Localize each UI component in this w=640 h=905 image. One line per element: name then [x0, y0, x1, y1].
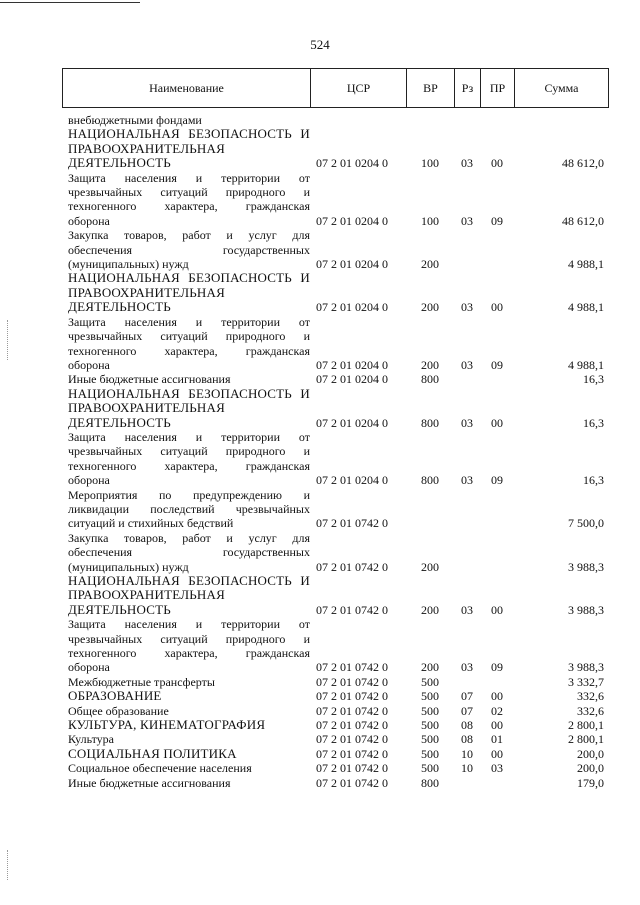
row-csr: 07 2 01 0204 0: [316, 473, 388, 488]
row-name-line: оборона: [68, 213, 110, 228]
scan-margin-mark: [7, 850, 10, 880]
row-name-line: техногенного характера, гражданская: [68, 199, 310, 214]
row-name: [62, 574, 310, 617]
row-name: [62, 617, 310, 675]
row-sum: 48 612,0: [562, 213, 604, 228]
row-csr: 07 2 01 0742 0: [316, 732, 388, 747]
page-number: 524: [310, 37, 330, 52]
row-csr: 07 2 01 0204 0: [316, 357, 388, 372]
row-sum: 7 500,0: [568, 516, 604, 531]
row-pr: [480, 113, 514, 127]
row-name-line: Иные бюджетные ассигнования: [68, 372, 231, 387]
row-csr: 07 2 01 0742 0: [316, 559, 388, 574]
row-rz: 03: [461, 357, 473, 372]
row-csr: 07 2 01 0204 0: [316, 300, 388, 315]
table-row: [62, 430, 608, 488]
row-vr: [406, 488, 454, 531]
row-sum: 200,0: [577, 746, 604, 761]
row-rz: [454, 531, 480, 574]
row-sum: 3 988,3: [568, 559, 604, 574]
row-rz: 07: [461, 703, 473, 718]
row-sum: [514, 113, 608, 127]
row-name-line: НАЦИОНАЛЬНАЯ БЕЗОПАСНОСТЬ И: [68, 126, 310, 142]
row-vr: 800: [421, 775, 439, 790]
row-rz: [454, 776, 480, 790]
row-name-line: ликвидации последствий чрезвычайных: [68, 501, 310, 516]
row-pr: 00: [491, 415, 503, 430]
row-pr: 00: [491, 689, 503, 704]
table-row: [62, 761, 608, 775]
row-name-line: обеспечения государственных: [68, 545, 310, 560]
row-name-line: чрезвычайных ситуаций природного и: [68, 444, 310, 459]
row-vr: 100: [421, 213, 439, 228]
row-vr: 200: [421, 300, 439, 315]
row-csr: [310, 113, 406, 127]
row-vr: 800: [421, 473, 439, 488]
row-csr: 07 2 01 0204 0: [316, 415, 388, 430]
row-name: [62, 675, 310, 689]
row-rz: 03: [461, 213, 473, 228]
row-pr: 00: [491, 718, 503, 733]
header-pr: ПР: [481, 69, 515, 108]
header-vr: ВР: [407, 69, 455, 108]
table-row: [62, 732, 608, 746]
row-csr: 07 2 01 0742 0: [316, 602, 388, 617]
row-name-line: ДЕЯТЕЛЬНОСТЬ: [68, 601, 171, 617]
row-rz: [454, 228, 480, 271]
table-row: [62, 372, 608, 386]
row-csr: 07 2 01 0204 0: [316, 257, 388, 272]
row-name: [62, 776, 310, 790]
row-csr: 07 2 01 0742 0: [316, 746, 388, 761]
row-vr: 200: [421, 357, 439, 372]
row-vr: 500: [421, 703, 439, 718]
row-csr: 07 2 01 0742 0: [316, 660, 388, 675]
row-name: [62, 704, 310, 718]
row-sum: 3 332,7: [568, 674, 604, 689]
row-pr: 03: [491, 761, 503, 776]
row-sum: 4 988,1: [568, 300, 604, 315]
row-name-line: оборона: [68, 473, 110, 488]
row-name-line: Защита населения и территории от: [68, 314, 310, 329]
row-name: [62, 531, 310, 574]
row-name-line: НАЦИОНАЛЬНАЯ БЕЗОПАСНОСТЬ И: [68, 385, 310, 401]
row-vr: 500: [421, 674, 439, 689]
table-row: [62, 718, 608, 732]
row-name-line: Закупка товаров, работ и услуг для: [68, 530, 310, 545]
row-name: [62, 488, 310, 531]
row-name-line: техногенного характера, гражданская: [68, 458, 310, 473]
row-name: [62, 315, 310, 373]
header-name: Наименование: [63, 69, 311, 108]
row-sum: 332,6: [577, 689, 604, 704]
row-sum: 179,0: [577, 775, 604, 790]
row-rz: 03: [461, 473, 473, 488]
row-rz: 08: [461, 718, 473, 733]
row-vr: 100: [421, 156, 439, 171]
row-csr: 07 2 01 0742 0: [316, 775, 388, 790]
row-vr: 200: [421, 660, 439, 675]
row-pr: [480, 372, 514, 386]
row-rz: 03: [461, 156, 473, 171]
row-pr: [480, 776, 514, 790]
row-name: [62, 228, 310, 271]
row-rz: [454, 675, 480, 689]
table-row: [62, 776, 608, 790]
row-name-line: ситуаций и стихийных бедствий: [68, 516, 234, 531]
row-pr: 01: [491, 732, 503, 747]
row-csr: 07 2 01 0742 0: [316, 703, 388, 718]
row-pr: [480, 675, 514, 689]
row-vr: 500: [421, 689, 439, 704]
table-row: [62, 531, 608, 574]
table-row: [62, 617, 608, 675]
row-sum: 2 800,1: [568, 718, 604, 733]
row-name-line: Закупка товаров, работ и услуг для: [68, 228, 310, 243]
row-name: [62, 387, 310, 430]
row-pr: 02: [491, 703, 503, 718]
row-rz: 08: [461, 732, 473, 747]
row-name-line: ПРАВООХРАНИТЕЛЬНАЯ: [68, 140, 225, 156]
row-csr: 07 2 01 0742 0: [316, 516, 388, 531]
row-name-line: Иные бюджетные ассигнования: [68, 775, 231, 790]
row-name-line: ДЕЯТЕЛЬНОСТЬ: [68, 414, 171, 430]
row-pr: 00: [491, 746, 503, 761]
row-name-line: Защита населения и территории от: [68, 617, 310, 632]
table-row: [62, 488, 608, 531]
top-rule: [0, 2, 140, 3]
header-csr: ЦСР: [311, 69, 407, 108]
row-name-line: обеспечения государственных: [68, 242, 310, 257]
table-row: [62, 315, 608, 373]
row-pr: 09: [491, 473, 503, 488]
scan-margin-mark: [7, 320, 10, 360]
row-pr: 00: [491, 602, 503, 617]
table-row: [62, 271, 608, 314]
row-sum: 2 800,1: [568, 732, 604, 747]
row-name: [62, 127, 310, 170]
table-row: [62, 689, 608, 703]
row-rz: 03: [461, 660, 473, 675]
row-pr: 00: [491, 156, 503, 171]
row-vr: 200: [421, 559, 439, 574]
row-csr: 07 2 01 0742 0: [316, 689, 388, 704]
row-sum: 4 988,1: [568, 357, 604, 372]
row-csr: 07 2 01 0204 0: [316, 372, 388, 387]
table-header: [62, 68, 609, 108]
row-name: [62, 732, 310, 746]
row-name: [62, 747, 310, 761]
table-row: [62, 171, 608, 229]
row-rz: [454, 113, 480, 127]
row-name-line: Социальное обеспечение населения: [68, 761, 252, 776]
row-name: [62, 113, 310, 127]
row-vr: 500: [421, 718, 439, 733]
row-name-line: Мероприятия по предупреждению и: [68, 487, 310, 502]
row-name-line: техногенного характера, гражданская: [68, 646, 310, 661]
row-name-line: чрезвычайных ситуаций природного и: [68, 631, 310, 646]
row-vr: 500: [421, 761, 439, 776]
row-rz: [454, 488, 480, 531]
row-vr: 200: [421, 602, 439, 617]
row-pr: 00: [491, 300, 503, 315]
row-name: [62, 430, 310, 488]
row-pr: [480, 228, 514, 271]
table-row: [62, 675, 608, 689]
table-row: [62, 387, 608, 430]
row-name-line: ПРАВООХРАНИТЕЛЬНАЯ: [68, 587, 225, 603]
row-sum: 48 612,0: [562, 156, 604, 171]
row-rz: 03: [461, 415, 473, 430]
table-row: [62, 704, 608, 718]
table-row: [62, 228, 608, 271]
row-vr: 500: [421, 732, 439, 747]
row-name-line: ДЕЯТЕЛЬНОСТЬ: [68, 155, 171, 171]
row-name-line: Культура: [68, 732, 114, 747]
row-csr: 07 2 01 0742 0: [316, 718, 388, 733]
row-sum: 4 988,1: [568, 257, 604, 272]
row-rz: 07: [461, 689, 473, 704]
row-name: [62, 689, 310, 703]
row-name-line: ПРАВООХРАНИТЕЛЬНАЯ: [68, 400, 225, 416]
row-name-line: ДЕЯТЕЛЬНОСТЬ: [68, 299, 171, 315]
row-rz: 10: [461, 746, 473, 761]
row-rz: [454, 372, 480, 386]
row-name-line: Общее образование: [68, 703, 169, 718]
table-row: [62, 113, 608, 127]
row-vr: 800: [421, 372, 439, 387]
row-vr: [406, 113, 454, 127]
table-row: [62, 127, 608, 170]
row-pr: 09: [491, 213, 503, 228]
row-sum: 200,0: [577, 761, 604, 776]
row-name-line: ПРАВООХРАНИТЕЛЬНАЯ: [68, 284, 225, 300]
row-csr: 07 2 01 0204 0: [316, 213, 388, 228]
row-name-line: чрезвычайных ситуаций природного и: [68, 185, 310, 200]
table-row: [62, 747, 608, 761]
row-name-line: Межбюджетные трансферты: [68, 674, 215, 689]
row-vr: 800: [421, 415, 439, 430]
row-name-line: оборона: [68, 357, 110, 372]
budget-table: [62, 113, 608, 790]
row-vr: 200: [421, 257, 439, 272]
row-pr: [480, 531, 514, 574]
row-name: [62, 761, 310, 775]
row-sum: 3 988,3: [568, 602, 604, 617]
row-pr: [480, 488, 514, 531]
row-rz: 03: [461, 300, 473, 315]
row-csr: 07 2 01 0204 0: [316, 156, 388, 171]
row-name-line: Защита населения и территории от: [68, 429, 310, 444]
row-name-line: СОЦИАЛЬНАЯ ПОЛИТИКА: [68, 745, 237, 761]
row-sum: 332,6: [577, 703, 604, 718]
row-sum: 16,3: [583, 473, 604, 488]
row-rz: 10: [461, 761, 473, 776]
row-sum: 3 988,3: [568, 660, 604, 675]
row-name-line: оборона: [68, 660, 110, 675]
row-name-line: (муниципальных) нужд: [68, 257, 189, 272]
header-sum: Сумма: [515, 69, 609, 108]
row-sum: 16,3: [583, 372, 604, 387]
row-name-line: КУЛЬТУРА, КИНЕМАТОГРАФИЯ: [68, 717, 266, 733]
row-name-line: чрезвычайных ситуаций природного и: [68, 329, 310, 344]
row-name-line: техногенного характера, гражданская: [68, 343, 310, 358]
row-name-line: ОБРАЗОВАНИЕ: [68, 688, 162, 704]
row-name-line: (муниципальных) нужд: [68, 559, 189, 574]
table-row: [62, 574, 608, 617]
row-name-line: Защита населения и территории от: [68, 170, 310, 185]
row-name: [62, 718, 310, 732]
row-name-line: внебюджетными фондами: [68, 113, 202, 127]
header-rz: Рз: [455, 69, 481, 108]
row-name: [62, 171, 310, 229]
row-pr: 09: [491, 357, 503, 372]
row-csr: 07 2 01 0742 0: [316, 674, 388, 689]
row-name: [62, 372, 310, 386]
row-sum: 16,3: [583, 415, 604, 430]
row-name: [62, 271, 310, 314]
row-vr: 500: [421, 746, 439, 761]
row-name-line: НАЦИОНАЛЬНАЯ БЕЗОПАСНОСТЬ И: [68, 573, 310, 588]
row-pr: 09: [491, 660, 503, 675]
row-name-line: НАЦИОНАЛЬНАЯ БЕЗОПАСНОСТЬ И: [68, 270, 310, 286]
row-rz: 03: [461, 602, 473, 617]
row-csr: 07 2 01 0742 0: [316, 761, 388, 776]
